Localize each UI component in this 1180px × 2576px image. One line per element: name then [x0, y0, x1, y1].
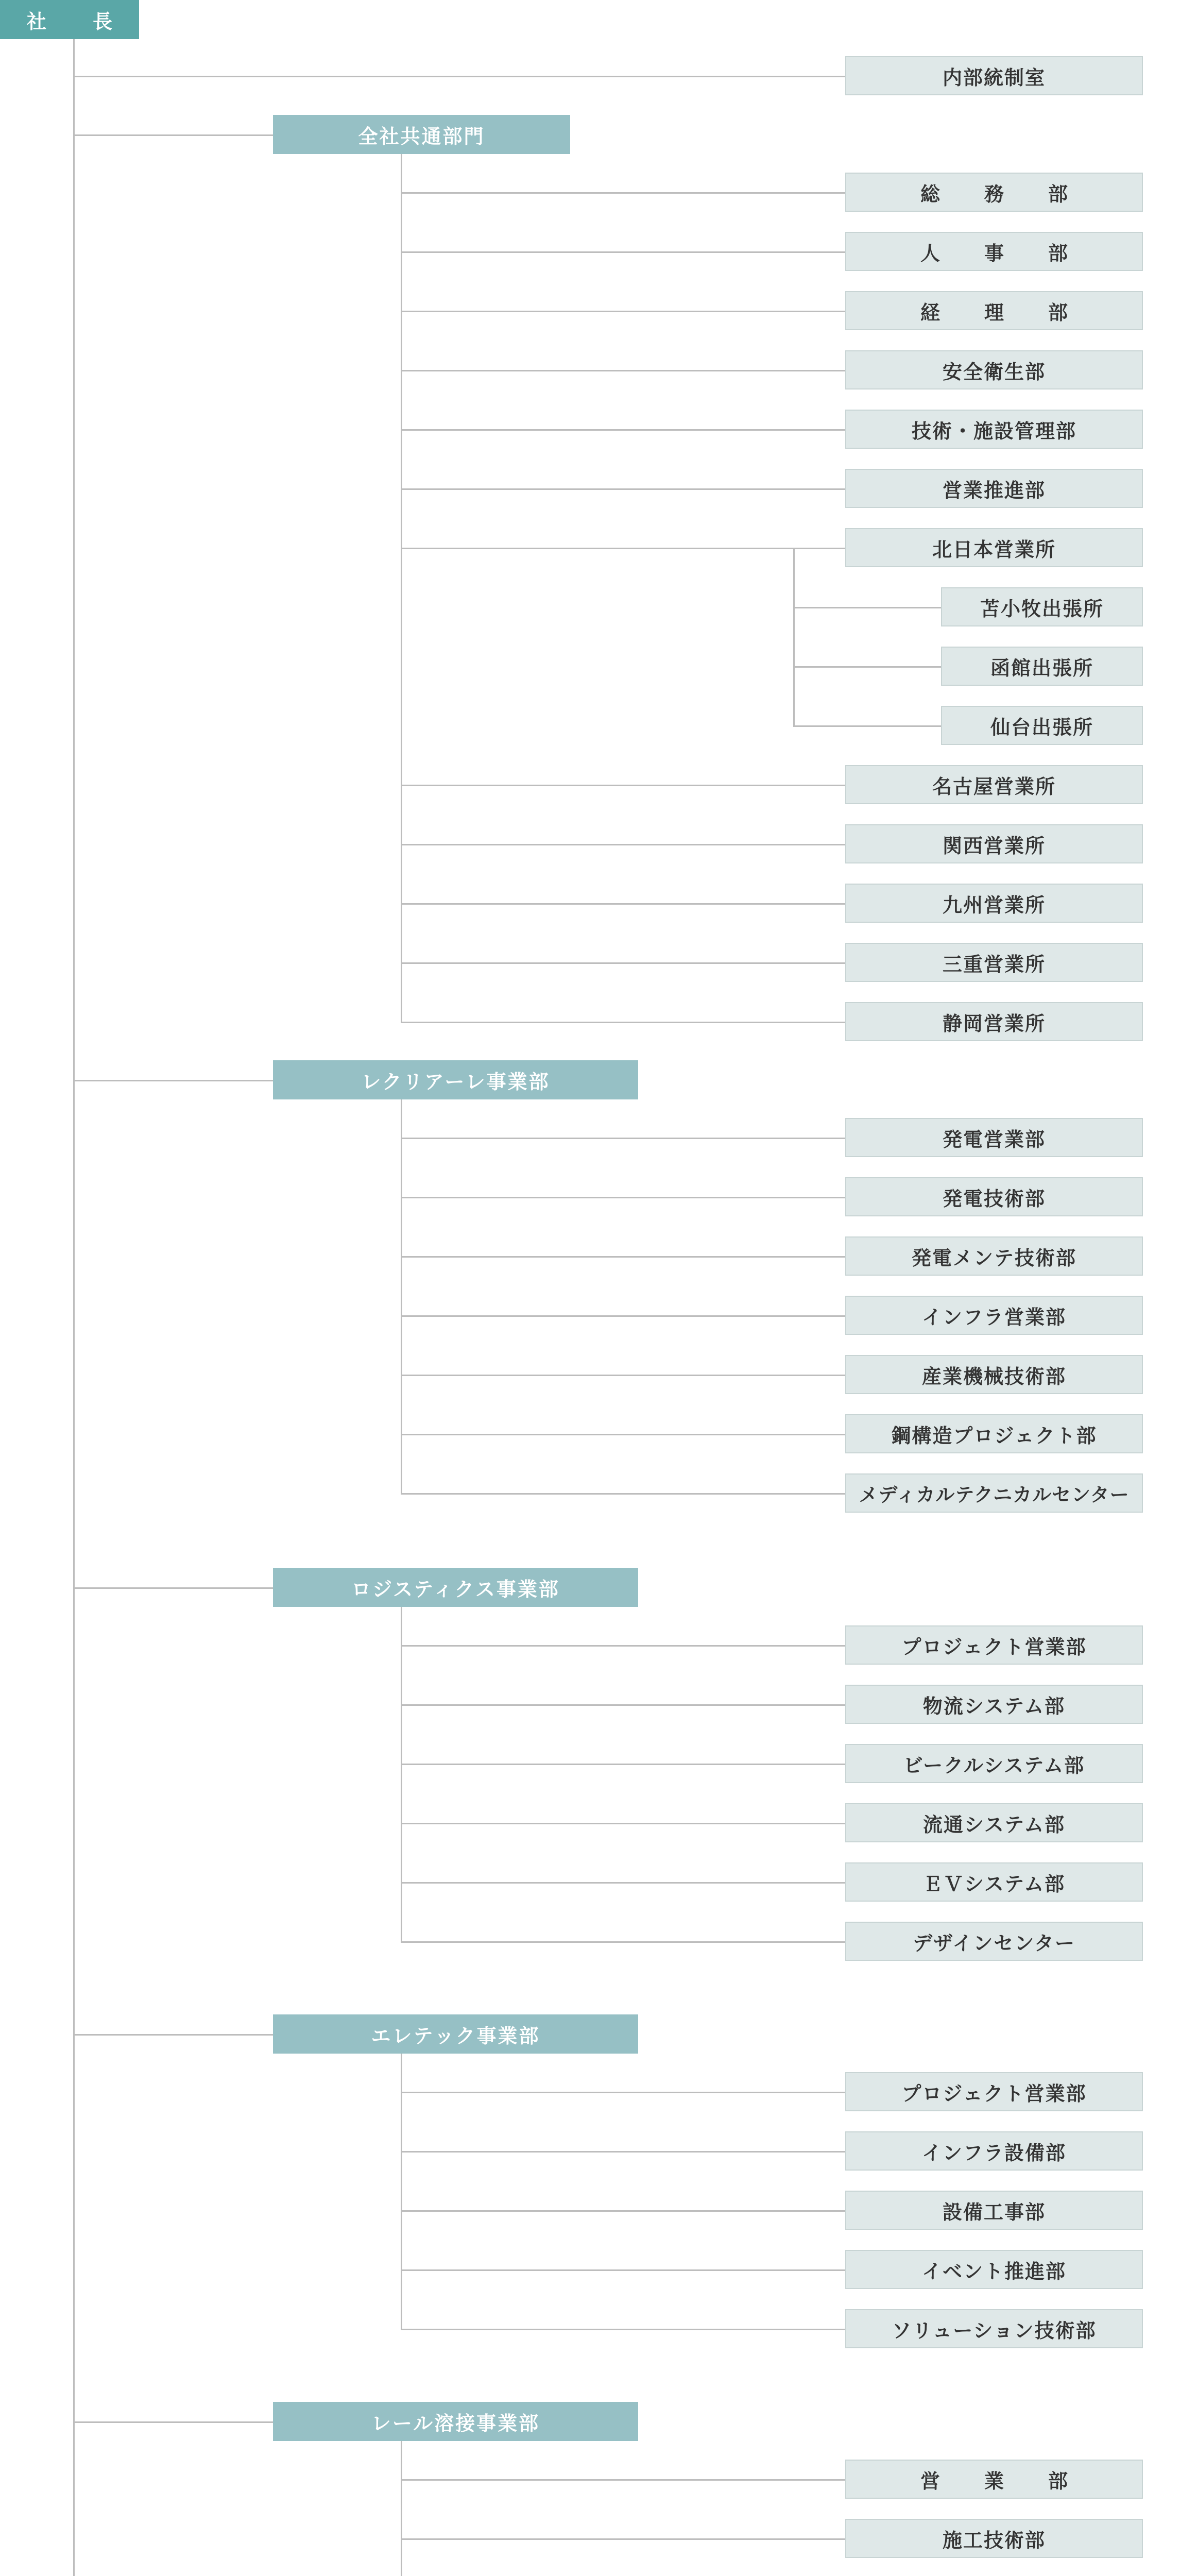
connector-line: [73, 2421, 273, 2423]
connector-line: [793, 666, 941, 668]
department-box: 関西営業所: [845, 824, 1143, 863]
department-box: ソリューション技術部: [845, 2309, 1143, 2348]
connector-line: [73, 39, 75, 2576]
division-box: ロジスティクス事業部: [273, 1568, 638, 1607]
connector-line: [401, 192, 845, 194]
department-box: 営業推進部: [845, 469, 1143, 508]
branch-office-box: 函館出張所: [941, 647, 1143, 686]
connector-line: [401, 785, 845, 786]
connector-line: [401, 2329, 845, 2330]
connector-line: [401, 1434, 845, 1435]
connector-line: [401, 2054, 402, 2330]
department-box: 経 理 部: [845, 291, 1143, 330]
department-box: ＥＶシステム部: [845, 1862, 1143, 1902]
department-box: 安全衛生部: [845, 350, 1143, 389]
connector-line: [401, 154, 402, 1023]
department-box: 流通システム部: [845, 1803, 1143, 1842]
department-box: 物流システム部: [845, 1685, 1143, 1724]
department-box: 産業機械技術部: [845, 1355, 1143, 1394]
connector-line: [401, 1607, 402, 1943]
connector-line: [401, 1882, 845, 1884]
connector-line: [793, 548, 795, 727]
department-box: 鋼構造プロジェクト部: [845, 1414, 1143, 1453]
department-box: 施工技術部: [845, 2519, 1143, 2558]
connector-line: [401, 1315, 845, 1317]
connector-line: [73, 76, 845, 77]
division-box: レクリアーレ事業部: [273, 1060, 638, 1099]
connector-line: [401, 903, 845, 905]
connector-line: [401, 1645, 845, 1647]
department-box: 設備工事部: [845, 2191, 1143, 2230]
department-box: インフラ営業部: [845, 1296, 1143, 1335]
connector-line: [401, 1823, 845, 1824]
department-box: 営 業 部: [845, 2460, 1143, 2499]
connector-line: [401, 1099, 402, 1495]
department-box: 発電営業部: [845, 1118, 1143, 1157]
department-box: 内部統制室: [845, 56, 1143, 95]
connector-line: [401, 844, 845, 845]
connector-line: [401, 1493, 845, 1495]
connector-line: [73, 2034, 273, 2036]
connector-line: [401, 2151, 845, 2153]
department-box: 総 務 部: [845, 173, 1143, 212]
connector-line: [401, 1375, 845, 1376]
division-box: レール溶接事業部: [273, 2402, 638, 2441]
connector-line: [401, 2538, 845, 2540]
connector-line: [401, 2441, 402, 2576]
connector-line: [401, 370, 845, 371]
connector-line: [401, 2479, 845, 2481]
department-box: 人 事 部: [845, 232, 1143, 271]
connector-line: [401, 1941, 845, 1943]
department-box: 静岡営業所: [845, 1002, 1143, 1041]
connector-line: [401, 2210, 845, 2212]
department-box: 北日本営業所: [845, 528, 1143, 567]
connector-line: [401, 311, 845, 312]
connector-line: [401, 1022, 845, 1023]
connector-line: [401, 2269, 845, 2271]
connector-line: [401, 1197, 845, 1198]
branch-office-box: 苫小牧出張所: [941, 587, 1143, 626]
department-box: 発電メンテ技術部: [845, 1236, 1143, 1276]
branch-office-box: 仙台出張所: [941, 706, 1143, 745]
department-box: プロジェクト営業部: [845, 1625, 1143, 1665]
division-box: 全社共通部門: [273, 115, 570, 154]
connector-line: [401, 962, 845, 964]
department-box: ビークルシステム部: [845, 1744, 1143, 1783]
connector-line: [793, 607, 941, 608]
connector-line: [73, 134, 273, 136]
department-box: 発電技術部: [845, 1177, 1143, 1216]
connector-line: [73, 1080, 273, 1081]
department-box: 三重営業所: [845, 943, 1143, 982]
connector-line: [793, 725, 941, 727]
department-box: インフラ設備部: [845, 2131, 1143, 2171]
connector-line: [401, 1764, 845, 1765]
connector-line: [401, 429, 845, 431]
connector-line: [401, 1256, 845, 1258]
connector-line: [73, 1587, 273, 1589]
president-box: 社 長: [0, 0, 139, 39]
department-box: 技術・施設管理部: [845, 410, 1143, 449]
connector-line: [401, 488, 845, 490]
department-box: メディカルテクニカルセンター: [845, 1473, 1143, 1513]
department-box: 名古屋営業所: [845, 765, 1143, 804]
connector-line: [401, 251, 845, 253]
connector-line: [401, 1138, 845, 1139]
department-box: 九州営業所: [845, 884, 1143, 923]
connector-line: [401, 548, 845, 549]
connector-line: [401, 1704, 845, 1706]
department-box: イベント推進部: [845, 2250, 1143, 2289]
connector-line: [401, 2092, 845, 2093]
division-box: エレテック事業部: [273, 2014, 638, 2054]
department-box: デザインセンター: [845, 1922, 1143, 1961]
department-box: プロジェクト営業部: [845, 2072, 1143, 2111]
